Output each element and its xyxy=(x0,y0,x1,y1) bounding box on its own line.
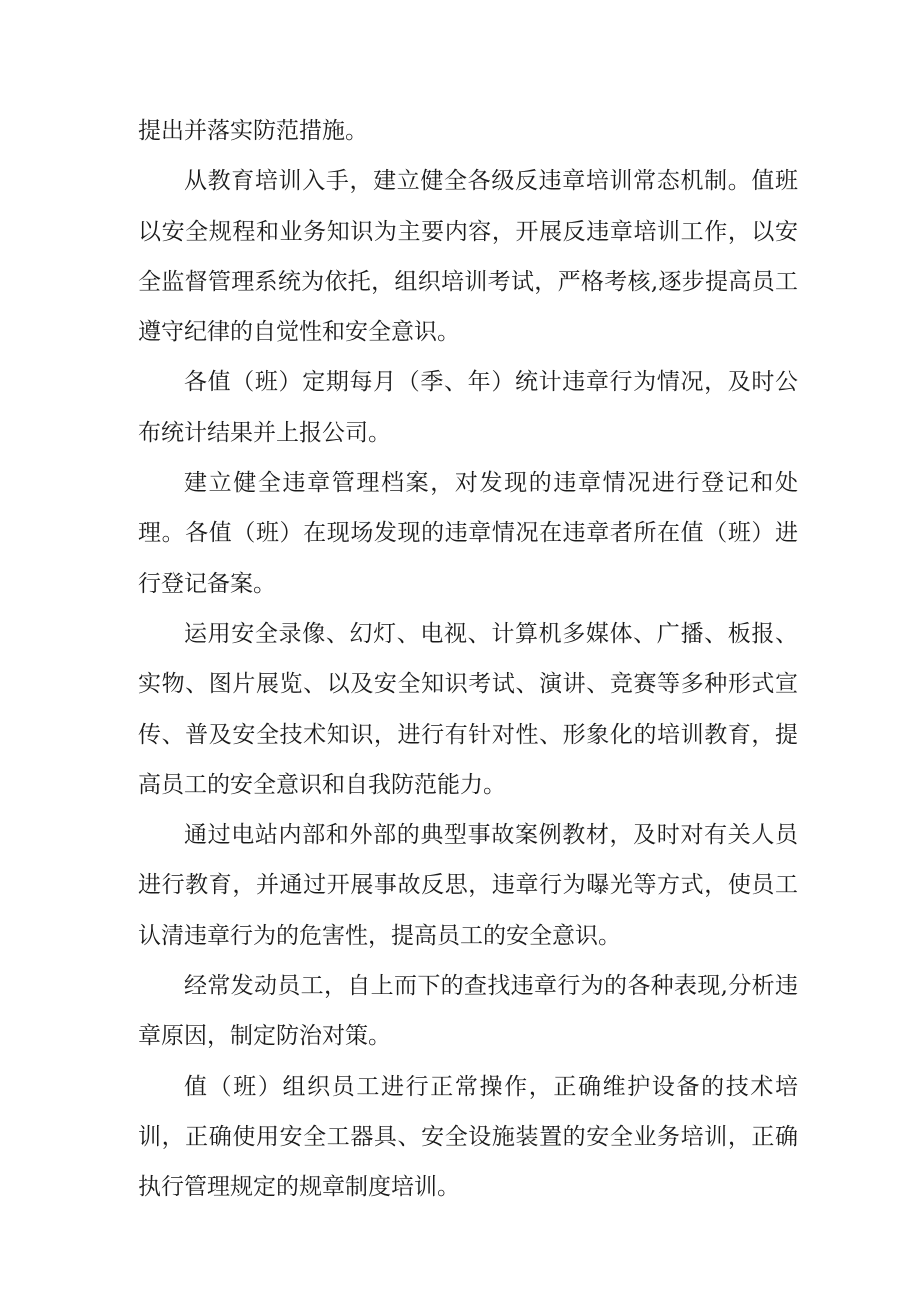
paragraph-8: 值（班）组织员工进行正常操作，正确维护设备的技术培训，正确使用安全工器具、安全设施装置的安全业务培训，正确执行管理规定的规章制度培训。 xyxy=(138,1073,798,1201)
paragraph-5: 运用安全录像、幻灯、电视、计算机多媒体、广播、板报、实物、图片展览、以及安全知识考试、演讲、竞赛等多种形式宣传、普及安全技术知识，进行有针对性、形象化的培训教育，提高员工的安全意识和自我防范能力。 xyxy=(138,620,798,798)
document-body xyxy=(138,106,798,1213)
paragraph-1: 提出并落实防范措施。 xyxy=(138,118,368,144)
paragraph-6: 通过电站内部和外部的典型事故案例教材，及时对有关人员进行教育，并通过开展事故反思，违章行为曝光等方式，使员工认清违章行为的危害性，提高员工的安全意识。 xyxy=(138,822,798,949)
paragraph-3: 各值（班）定期每月（季、年）统计违章行为情况，及时公布统计结果并上报公司。 xyxy=(138,369,798,446)
paragraph-7: 经常发动员工，自上而下的查找违章行为的各种表现,分析违章原因，制定防治对策。 xyxy=(138,973,798,1050)
paragraph-4: 建立健全违章管理档案，对发现的违章情况进行登记和处理。各值（班）在现场发现的违章情况在违章者所在值（班）进行登记备案。 xyxy=(138,470,798,597)
paragraph-2: 从教育培训入手，建立健全各级反违章培训常态机制。值班以安全规程和业务知识为主要内容，开展反违章培训工作，以安全监督管理系统为依托，组织培训考试，严格考核,逐步提高员工遵守纪律的自觉性和安全意识。 xyxy=(138,168,798,346)
